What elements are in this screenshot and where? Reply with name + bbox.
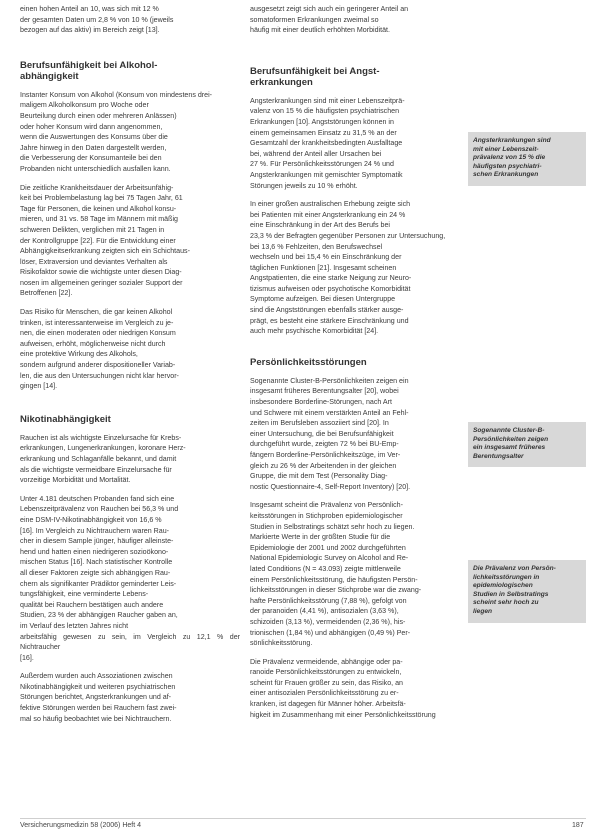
page-number: 187 xyxy=(572,822,584,829)
middle-intro-paragraph: ausgesetzt zeigt sich auch ein geringerer Anteil an somatoformen Erkrankungen zweimal so häufig mit einer deutlich erhöhten Morbidität. xyxy=(250,5,409,35)
nicotine-paragraph-2: Unter 4.181 deutschen Probanden fand sich eine Lebenszeitprävalenz von Rauchen bei 56,3 % und eine DSM-IV-Nikotinabhängigkeit von 16,6 % [16]. Im Vergleich zu Nichtrauchern waren Rau- cher in diesem Sample jünger, häufiger alleinste- hend und hatten einen niedrigeren sozioökono- mischen Status [16]. Nach statistischer Kontrolle all dieser Faktoren zeigte sich abhängigen Rau- chern als signifikanter Prädiktor geminderter Leis- tungsfähigkeit, eine verminderte Lebens- qualität bei Rauchern bestätigen auch andere Studien, 23 % der abhängigen Raucher gaben an, im Verlauf des letzten Jahres nicht arbeitsfähig gewesen zu sein, im Vergleich zu 12,1 % der Nichtraucher [16]. xyxy=(20,494,240,662)
callout-prevalence: Die Prävalenz von Persön- lichkeitsstörungen in epidemiologischen Studien in Selbstratings scheint sehr hoch zu liegen xyxy=(468,560,586,623)
callout-anxiety: Angsterkrankungen sind mit einer Lebenszeit- prävalenz von 15 % die häufigsten psychiatri- schen Erkrankungen xyxy=(468,132,586,186)
alcohol-paragraph-3: Das Risiko für Menschen, die gar keinen Alkohol trinken, ist interessanterweise im Vergleich zu je- nen, die einen moderaten oder niedrigen Konsum aufweisen, erhöht, möglicherweise nicht durch eine protektive Wirkung des Alkohols, sondern aufgrund anderer dispositioneller Variab- len, die aus den Untersuchungen nicht klar hervor- gingen [14]. xyxy=(20,308,179,391)
nicotine-paragraph-1: Rauchen ist als wichtigste Einzelursache für Krebs- erkrankungen, Lungenerkrankungen, koronare Herz- erkrankung und Schlaganfälle bekannt, und damit als die wichtigste vermeidbare Einzelursache für vorzeitige Morbidität und Mortalität. xyxy=(20,433,186,485)
anxiety-paragraph-2: In einer großen australischen Erhebung zeigte sich bei Patienten mit einer Angsterkrankung ein 24 % eine Einschränkung in der Art des Berufs bei 23,3 % der Befragten gegenüber Personen zur Untersuchung, bei 13,6 % Fehlzeiten, den Berufswechsel wechseln und bei 15,4 % ein Einschränkung der täglichen Funktionen [21]. Insgesamt scheinen Angstpatienten, die eine starke Neigung zur Neuro- tizismus aufweisen oder psychotische Komorbidität Symptome aufzeigen. Bei diesen Untergruppe sind die Angststörungen ebenfalls stärker ausge- prägt, es besteht eine stärkere Einschränkung und auch mehr psychische Komorbidität [24]. xyxy=(250,200,446,336)
nicotine-paragraph-3: Außerdem wurden auch Assoziationen zwischen Nikotinabhängigkeit und weiteren psychiatrischen Störungen berichtet, Angsterkrankungen und af- fektive Störungen werden bei Rauchern fast zwei- mal so häufig beobachtet wie bei Nichtrauchern. xyxy=(20,672,177,723)
heading-nicotine: Nikotinabhängigkeit xyxy=(20,413,111,425)
alcohol-paragraph-2: Die zeitliche Krankheitsdauer der Arbeitsunfähig- keit bei Problembelastung lag bei 75 Tagen Jahr, 61 Tage für Personen, die keinen und Alkohol konsu- mieren, und 31 vs. 58 Tage im Männern mit mäßig schweren Delikten, verglichen mit 21 Tagen in der Kontrollgruppe [22]. Für die Entwicklung einer Abhängigkeitserkrankung zeigten sich ein Schichtaus- löser, Extraversion und deviantes Verhalten als Risikofaktor sowie die wichtigste unter diesen Diag- nosen im allgemeinen geringer sozialer Support der Betroffenen [22]. xyxy=(20,183,190,298)
alcohol-paragraph-1: Instanter Konsum von Alkohol (Konsum von mindestens drei- maligem Alkoholkonsum pro Woche oder Beurteilung durch einen oder mehreren Anlässen) oder hoher Konsum wird dann angenommen, wenn die Auswertungen des Konsums über die Jahre hinweg in den Daten dargestellt werden, die Verbesserung der Konsumanteile bei den Probanden nicht unterschiedlich ausfallen kann. xyxy=(20,90,213,173)
personality-paragraph-3: Die Prävalenz vermeidende, abhängige oder pa- ranoide Persönlichkeitsstörungen zu entwickeln, scheint für Frauen größer zu sein, das Risiko, an einer antisozialen Persönlichkeitsstörung zu er- kranken, ist dagegen für Männer höher. Arbeitsfä- higkeit im Zusammenhang mit einer Persönlichkeitsstörung xyxy=(250,657,436,719)
personality-paragraph-2: Insgesamt scheint die Prävalenz von Persönlich- keitsstörungen in Stichproben epidemiologischer Studien in Selbstratings schätzt sehr hoch zu liegen. Markierte Werte in der größten Studie für die Epidemiologie der 2001 und 2002 durchgeführten National Epidemiologic Survey on Alcohol and Re- lated Conditions (N = 43.093) zeigte mittlerweile einem Persönlichkeitsstörung, die häufigsten Persön- lichkeitsstörungen in dieser Stichprobe war die zwang- hafte Persönlichkeitsstörung (7,88 %), gefolgt von der paranoiden (4,41 %), antisozialen (3,63 %), schizoiden (3,13 %), vermeidenden (2,36 %), his- trionischen (1,84 %) und abhängigen (0,49 %) Per- sönlichkeitsstörung. xyxy=(250,501,422,648)
anxiety-paragraph-1: Angsterkrankungen sind mit einer Lebenszeitprä- valenz von 15 % die häufigsten psychiatrischen Erkrankungen [10]. Angststörungen können in einem gemeinsamen Einsatz zu 31,5 % an der Gesamtzahl der krankheitsbedingten Ausfalltage bei, während der Anteil aller Ursachen bei 27 %. Für Persönlichkeitsstörungen 24 % und Angsterkrankungen mit gemischter Symptomatik Störungen jeweils zu 10 % erhöht. xyxy=(250,96,405,190)
footer-divider xyxy=(20,818,586,819)
heading-anxiety: Berufsunfähigkeit bei Angst- erkrankungen xyxy=(250,65,380,88)
heading-alcohol: Berufsunfähigkeit bei Alkohol- abhängigkeit xyxy=(20,59,158,82)
heading-personality: Persönlichkeitsstörungen xyxy=(250,356,367,368)
left-column xyxy=(20,4,240,732)
left-intro-paragraph: einen hohen Anteil an 10, was sich mit 12 % der gesamten Daten um 2,8 % von 10 % (jeweils bezogen auf das aktiv) im Bereich zeigt [13]. xyxy=(20,5,174,35)
middle-column xyxy=(250,4,450,728)
callout-cluster-b: Sogenannte Cluster-B- Persönlichkeiten zeigen ein insgesamt früheres Berentungsalter xyxy=(468,422,586,467)
personality-paragraph-1: Sogenannte Cluster-B-Persönlichkeiten zeigen ein insgesamt früheres Berentungsalter [20], wobei insbesondere Borderline-Störungen, nach Art und Schwere mit einem verstärkten Anteil an Fehl- zeiten im Berufsleben assoziiert sind [20]. In einer Untersuchung, die bei Berufsunfähigkeit durchgeführt wurde, zeigten 72 % bei BU-Emp- fängern Borderline-Persönlichkeitszüge, im Ver- gleich zu 26 % der Arbeitenden in der gleichen Gruppe, die mit dem Test (Personality Diag- nostic Questionnaire-4, Self-Report Inventory) [20]. xyxy=(250,376,411,491)
footer-journal: Versicherungsmedizin 58 (2006) Heft 4 xyxy=(20,822,142,829)
